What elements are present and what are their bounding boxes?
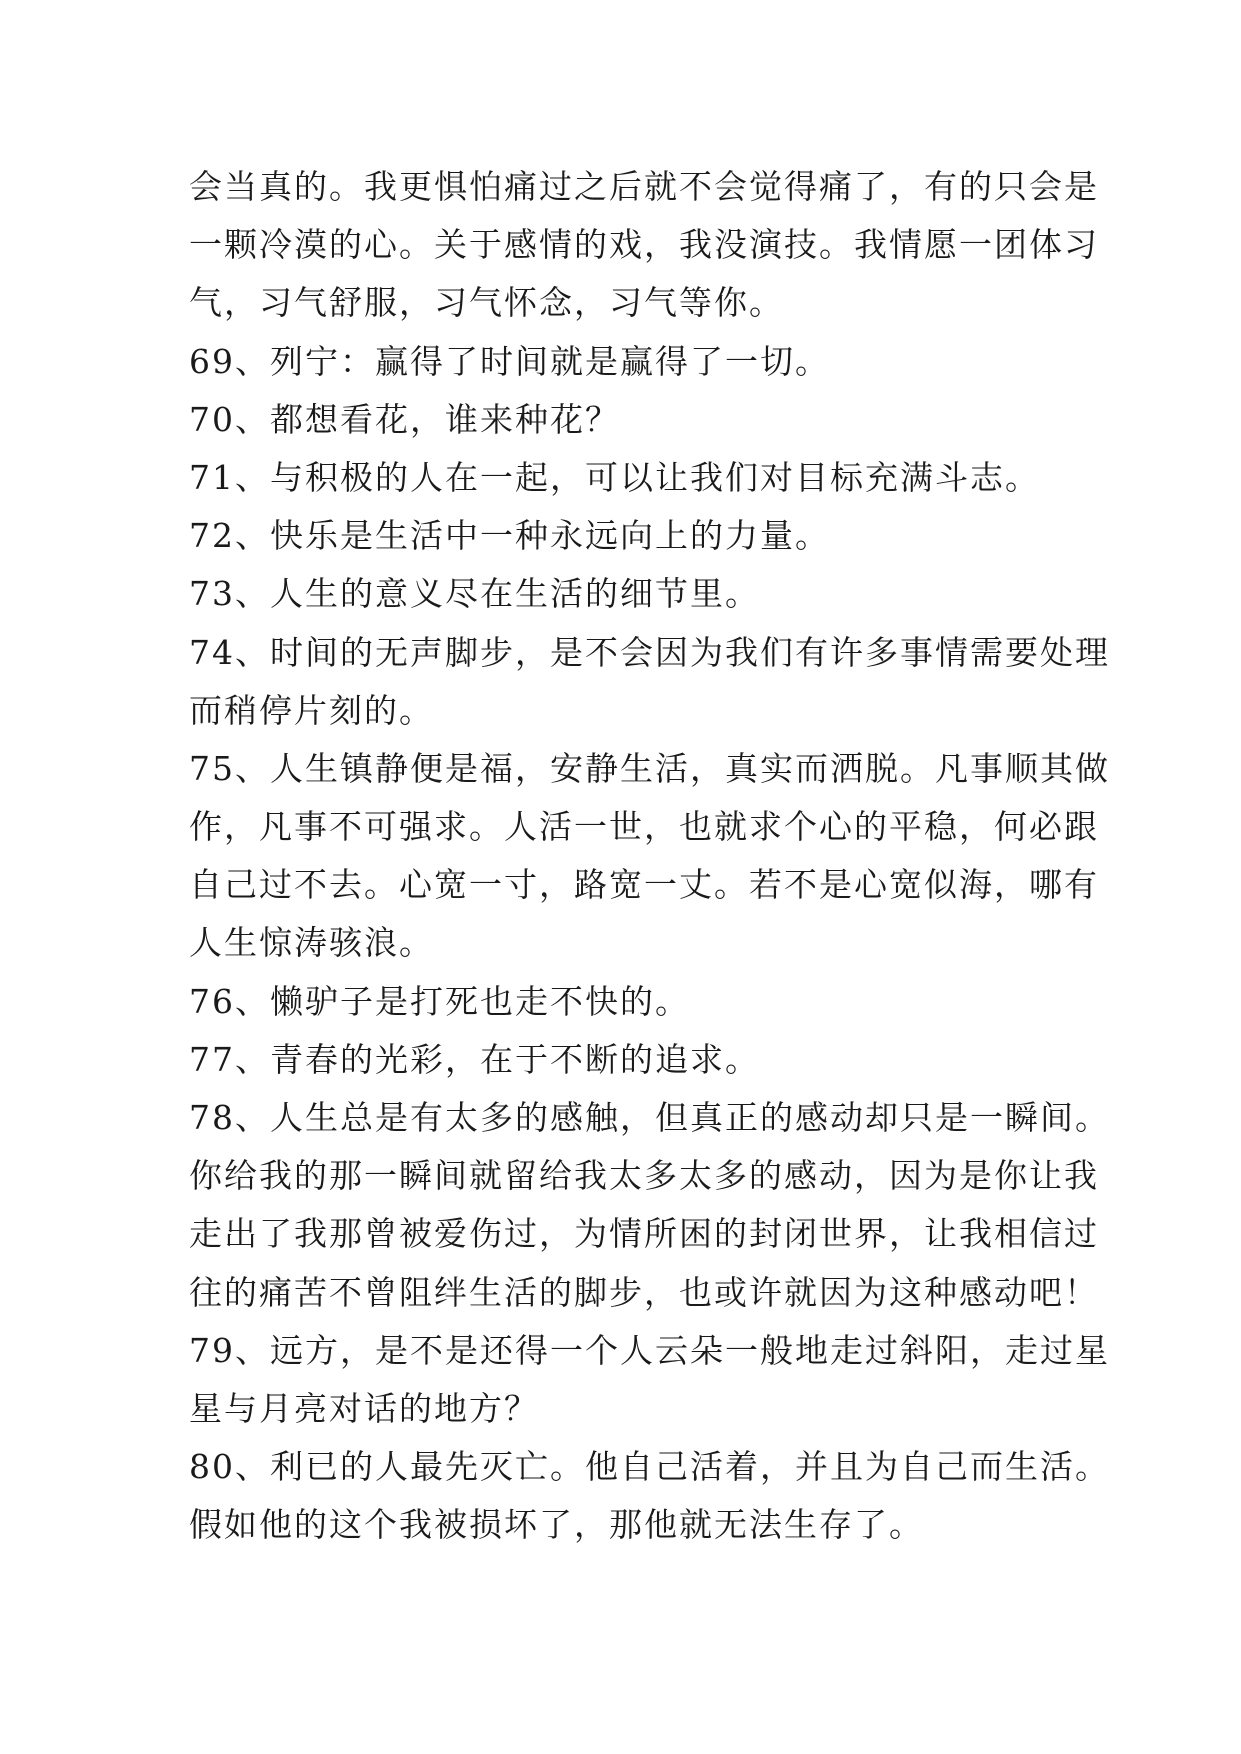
text-line: 一颗冷漠的心。关于感情的戏，我没演技。我情愿一团体习 (189, 225, 1099, 265)
text-line: 73、人生的意义尽在生活的细节里。 (189, 574, 760, 614)
text-line: 78、人生总是有太多的感触，但真正的感动却只是一瞬间。 (189, 1098, 1110, 1137)
text-line: 72、快乐是生活中一种永远向上的力量。 (189, 516, 830, 556)
text-line: 作，凡事不可强求。人活一世，也就求个心的平稳，何必跟 (189, 807, 1099, 847)
text-line: 往的痛苦不曾阻绊生活的脚步，也或许就因为这种感动吧！ (189, 1272, 1099, 1312)
text-line: 76、懒驴子是打死也走不快的。 (189, 981, 690, 1021)
text-line: 假如他的这个我被损坏了，那他就无法生存了。 (189, 1505, 924, 1545)
document-body (189, 158, 1110, 1555)
text-line: 自己过不去。心宽一寸，路宽一丈。若不是心宽似海，哪有 (189, 865, 1099, 905)
text-line: 74、时间的无声脚步，是不会因为我们有许多事情需要处理 (189, 632, 1110, 672)
text-line: 气，习气舒服，习气怀念，习气等你。 (189, 283, 784, 323)
text-line: 而稍停片刻的。 (189, 690, 434, 730)
text-line: 人生惊涛骇浪。 (189, 923, 434, 963)
text-line: 71、与积极的人在一起，可以让我们对目标充满斗志。 (189, 457, 1040, 497)
text-line: 80、利已的人最先灭亡。他自己活着，并且为自己而生活。 (189, 1447, 1110, 1487)
text-line: 星与月亮对话的地方？ (189, 1388, 539, 1428)
text-line: 69、列宁：赢得了时间就是赢得了一切。 (189, 341, 830, 381)
text-line: 70、都想看花，谁来种花？ (189, 399, 620, 439)
text-line: 79、远方，是不是还得一个人云朵一般地走过斜阳，走过星 (189, 1330, 1110, 1370)
text-line: 会当真的。我更惧怕痛过之后就不会觉得痛了，有的只会是 (189, 167, 1099, 206)
text-line: 你给我的那一瞬间就留给我太多太多的感动，因为是你让我 (189, 1156, 1099, 1196)
text-line: 75、人生镇静便是福，安静生活，真实而洒脱。凡事顺其做 (189, 748, 1110, 788)
text-line: 走出了我那曾被爱伤过，为情所困的封闭世界，让我相信过 (189, 1214, 1099, 1254)
text-line: 77、青春的光彩，在于不断的追求。 (189, 1039, 760, 1079)
